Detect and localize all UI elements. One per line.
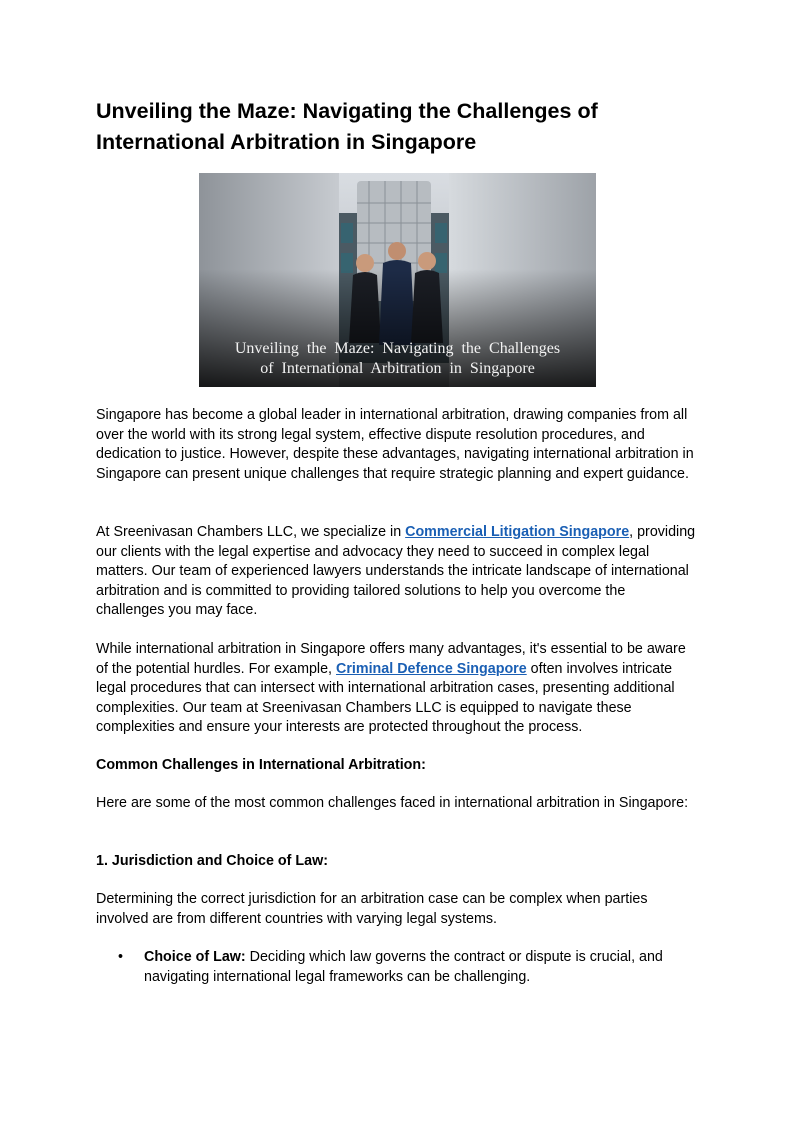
hero-caption-line-2: of International Arbitration in Singapore [260, 360, 535, 377]
page-title: Unveiling the Maze: Navigating the Challenges of International Arbitration in Singapore [96, 99, 598, 154]
bullet-body: Deciding which law governs the contract or dispute is crucial, and navigating international legal frameworks can be challenging. [144, 949, 663, 985]
common-challenges-heading: Common Challenges in International Arbitration: [96, 757, 426, 773]
jurisdiction-heading: 1. Jurisdiction and Choice of Law: [96, 853, 328, 869]
criminal-defence-link[interactable]: Criminal Defence Singapore [336, 660, 527, 677]
hurdles-paragraph [96, 640, 696, 738]
hurdles-text-end: often involves intricate legal procedures that can intersect with international arbitration cases, presenting additional complexities. Our team at Sreenivasan Chambers LLC is equipped to navigate these complexities and ensure your interests are protected throughout the process. [96, 660, 675, 735]
services-text-end: , providing our clients with the legal expertise and advocacy they need to succeed in complex legal matters. Our team of experienced lawyers understands the intricate landscape of international arbitration and is committed to providing tailored solutions to help you overcome the challenges you may face. [96, 524, 696, 618]
bullet-icon: • [118, 949, 124, 965]
commercial-litigation-link[interactable]: Commercial Litigation Singapore [405, 524, 630, 540]
services-paragraph [96, 523, 696, 621]
jurisdiction-paragraph: Determining the correct jurisdiction for an arbitration case can be complex when parties involved are from different countries with varying legal systems. [96, 891, 648, 927]
hero-caption-line-1: Unveiling the Maze: Navigating the Challenges [234, 340, 561, 357]
challenges-intro-paragraph: Here are some of the most common challenges faced in international arbitration in Singapore: [96, 795, 689, 811]
hero-caption [199, 339, 596, 379]
intro-paragraph: Singapore has become a global leader in international arbitration, drawing companies from all over the world with its strong legal system, effective dispute resolution procedures, and dedication to justice. However, despite these advantages, navigating international arbitration in Singapore can present unique challenges that require strategic planning and expert guidance. [96, 407, 694, 482]
bullet-text [144, 948, 696, 987]
hero-image [199, 173, 596, 387]
hurdles-text-start: While international arbitration in Singapore offers many advantages, it's essential to be aware of the potential hurdles. For example, [96, 641, 686, 677]
bullet-label: Choice of Law: [144, 949, 246, 965]
services-text-start: At Sreenivasan Chambers LLC, we specialize in [96, 524, 406, 540]
